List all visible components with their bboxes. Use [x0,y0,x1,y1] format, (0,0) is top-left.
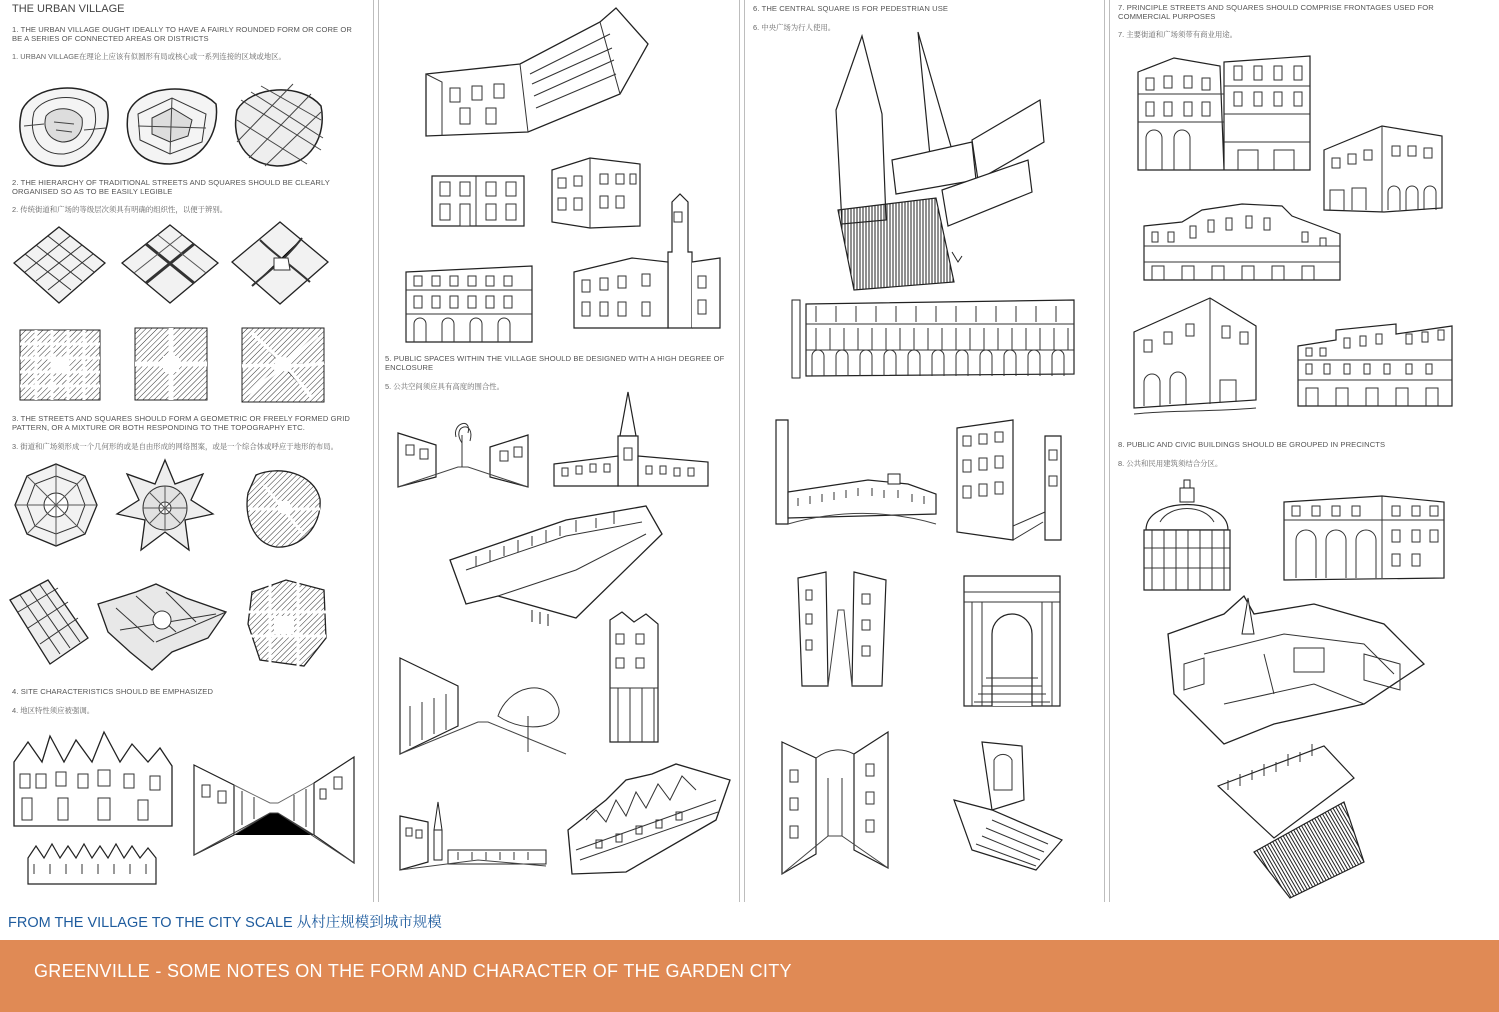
street-perspective-gothic-sketch [780,718,890,876]
commercial-frontage-sketch-1 [1134,52,1314,172]
street-grid-plan-1 [20,330,100,400]
footer-subtitle: FROM THE VILLAGE TO THE CITY SCALE 从村庄规模到城市规模 [8,915,442,931]
star-fort-plan [115,458,215,554]
note-2-en: 2. THE HIERARCHY OF TRADITIONAL STREETS AND SQUARES SHOULD BE CLEARLY ORGANISED SO AS TO BE EASILY LEGIBLE [12,178,330,196]
campo-tower-sketch [768,414,938,526]
tree-lined-street-sketch [396,415,531,491]
note-4-zh: 4. 地区特性须应被强调。 [12,706,95,715]
civic-precinct-iso-sketch [1164,594,1428,748]
street-grid-iso-2 [120,223,220,305]
note-8-en: 8. PUBLIC AND CIVIC BUILDINGS SHOULD BE GROUPED IN PRECINCTS [1118,440,1386,449]
organic-city-plan [244,465,322,549]
footer-banner-title: GREENVILLE - SOME NOTES ON THE FORM AND CHARACTER OF THE GARDEN CITY [34,961,792,981]
palazzo-sketch [404,262,534,344]
column-divider-6 [1109,0,1110,902]
block-city-plan [246,578,328,668]
commercial-frontage-sketch-4 [1296,320,1454,410]
note-7-en: 7. PRINCIPLE STREETS AND SQUARES SHOULD COMPRISE FRONTAGES USED FOR COMMERCIAL PURPOSES [1118,3,1434,21]
stairway-ruin-sketch [952,740,1064,872]
townhouse-facade-sketch [430,172,526,228]
note-3-zh: 3. 街道和广场须形成一个几何形的或是自由形成的网络图案，或是一个综合体或呼应于地形的布局。 [12,442,339,451]
street-grid-iso-3 [230,220,330,306]
street-grid-plan-2 [135,328,207,400]
narrow-street-sketch [796,570,888,688]
note-7-zh: 7. 主要街道和广场须带有商业用途。 [1118,30,1238,39]
note-6-en: 6. THE CENTRAL SQUARE IS FOR PEDESTRIAN USE [753,4,949,13]
note-5-zh: 5. 公共空间须应具有高度的围合性。 [385,382,505,391]
tower-piazza-sketch [572,192,722,330]
section-heading: THE URBAN VILLAGE [12,3,125,15]
irregular-city-plan [96,582,232,674]
arcade-street-sketch [398,656,568,756]
column-divider-1 [373,0,374,902]
note-5-en: 5. PUBLIC SPACES WITHIN THE VILLAGE SHOULD BE DESIGNED WITH A HIGH DEGREE OF ENCLOSURE [385,354,725,372]
note-3-en: 3. THE STREETS AND SQUARES SHOULD FORM A GEOMETRIC OR FREELY FORMED GRID PATTERN, OR A MIXTURE OR BOTH RESPONDING TO THE TOPOGRAPHY ETC. [12,414,351,432]
row-houses-sketch [28,838,156,886]
village-street-church-sketch [398,800,548,872]
street-grid-plan-3 [242,328,324,402]
precinct-block-iso-sketch [1214,742,1374,902]
village-plan-sketch-1 [14,80,114,168]
terraced-building-iso-sketch [420,4,650,154]
note-8-zh: 8. 公共和民用建筑须结合分区。 [1118,459,1223,468]
street-perspective-sketch [194,755,354,865]
village-plan-sketch-3 [231,80,326,170]
note-1-en: 1. THE URBAN VILLAGE OUGHT IDEALLY TO HAVE A FAIRLY ROUNDED FORM OR CORE OR BE A SERIES OF CONNECTED AREAS OR DISTRICTS [12,25,353,43]
exploded-square-iso-sketch [832,30,1047,292]
townscape-iso-sketch [566,760,734,878]
civic-palazzo-sketch [1282,490,1446,582]
column-divider-3 [739,0,740,902]
church-spire-sketch [552,390,710,488]
village-plan-sketch-2 [122,78,222,168]
note-6-zh: 6. 中央广场为行人使用。 [753,23,836,32]
column-divider-2 [378,0,379,902]
column-divider-4 [744,0,745,902]
note-2-zh: 2. 传统街道和广场的等级层次须具有明确的组织性，以便于辨别。 [12,205,228,214]
colonnade-facade-sketch [776,294,1076,380]
radial-city-plan [13,462,99,548]
column-divider-5 [1104,0,1105,902]
street-grid-iso-1 [12,225,107,305]
note-1-zh: 1. URBAN VILLAGE在理论上应该有似圆形有局或核心或一系列连接的区域或地区。 [12,52,286,61]
canal-buildings-sketch [1130,296,1258,422]
italian-street-buildings-sketch [953,416,1073,544]
baptistery-dome-sketch [1140,474,1234,592]
grid-quarter-iso [8,578,90,666]
gabled-houses-sketch [14,722,174,826]
note-4-en: 4. SITE CHARACTERISTICS SHOULD BE EMPHASIZED [12,687,214,696]
tudor-street-sketch [608,610,660,744]
commercial-frontage-sketch-3 [1142,196,1342,282]
triumphal-arch-sketch [960,574,1064,708]
